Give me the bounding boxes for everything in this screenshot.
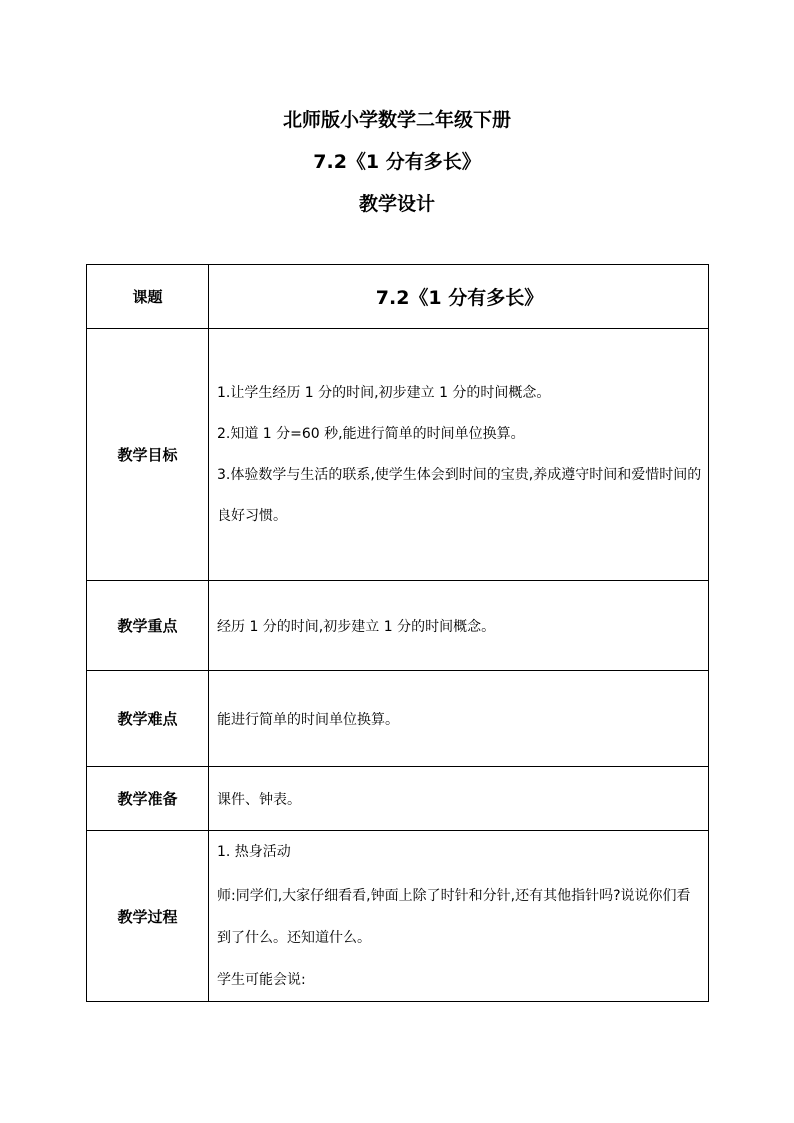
document-subtitle: 教学设计 [358,193,435,215]
row-topic [87,265,709,329]
process-line: 学生可能会说: [217,972,306,988]
row-key-point [87,581,709,671]
objectives-label: 教学目标 [87,329,209,581]
preparation-value: 课件、钟表。 [209,767,709,831]
process-label: 教学过程 [87,831,209,1002]
objective-item: 2.知道 1 分=60 秒,能进行简单的时间单位换算。 [217,425,525,442]
objective-item: 3.体验数学与生活的联系,使学生体会到时间的宝贵,养成遵守时间和爱惜时间的良好习惯。 [217,466,702,524]
row-difficulty [87,671,709,767]
key-point-value: 经历 1 分的时间,初步建立 1 分的时间概念。 [209,581,709,671]
row-preparation [87,767,709,831]
topic-label: 课题 [87,265,209,329]
lesson-plan-table [86,264,709,1002]
process-line: 师:同学们,大家仔细看看,钟面上除了时针和分针,还有其他指针吗?说说你们看到了什么。还知道什么。 [217,888,691,946]
preparation-label: 教学准备 [87,767,209,831]
difficulty-value: 能进行简单的时间单位换算。 [209,671,709,767]
lesson-title: 7.2《1 分有多长》 [313,151,481,173]
row-objectives [87,329,709,581]
process-content [209,831,709,1002]
difficulty-label: 教学难点 [87,671,209,767]
row-process [87,831,709,1002]
document-title: 北师版小学数学二年级下册 [282,109,511,131]
objective-item: 1.让学生经历 1 分的时间,初步建立 1 分的时间概念。 [217,384,551,401]
objectives-content [209,329,709,581]
topic-value: 7.2《1 分有多长》 [209,265,709,329]
key-point-label: 教学重点 [87,581,209,671]
process-line: 1. 热身活动 [217,844,291,860]
